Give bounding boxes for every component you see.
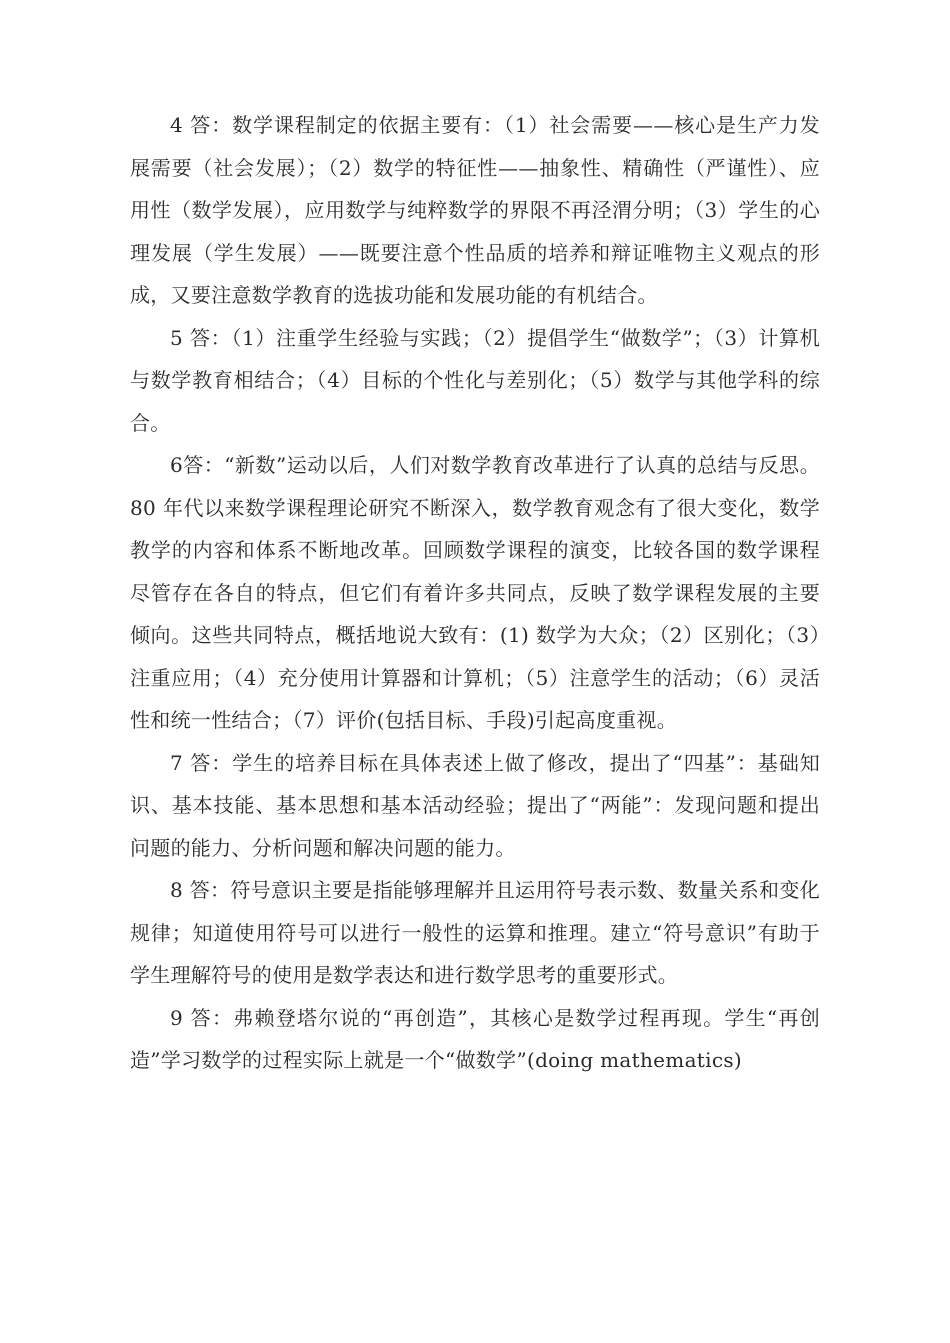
document-body: [130, 104, 820, 1082]
answer-paragraph-4: 4 答：数学课程制定的依据主要有：（1）社会需要——核心是生产力发展需要（社会发展）；（2）数学的特征性——抽象性、精确性（严谨性）、应用性（数学发展），应用数学与纯粹数学的界限不再泾渭分明；（3）学生的心理发展（学生发展）——既要注意个性品质的培养和辩证唯物主义观点的形成，又要注意数学教育的选拔功能和发展功能的有机结合。: [130, 113, 820, 307]
answer-paragraph-8: 8 答：符号意识主要是指能够理解并且运用符号表示数、数量关系和变化规律；知道使用符号可以进行一般性的运算和推理。建立“符号意识”有助于学生理解符号的使用是数学表达和进行数学思考的重要形式。: [130, 878, 820, 987]
answer-paragraph-6: 6答：“新数”运动以后，人们对数学教育改革进行了认真的总结与反思。80 年代以来数学课程理论研究不断深入，数学教育观念有了很大变化，数学教学的内容和体系不断地改革。回顾数学课程的演变，比较各国的数学课程尽管存在各自的特点，但它们有着许多共同点，反映了数学课程发展的主要倾向。这些共同特点，概括地说大致有：(1) 数学为大众；（2）区别化；（3）注重应用；（4）充分使用计算器和计算机；（5）注意学生的活动；（6）灵活性和统一性结合；（7）评价(包括目标、手段)引起高度重视。: [130, 453, 820, 732]
answer-paragraph-5: 5 答：（1）注重学生经验与实践；（2）提倡学生“做数学”；（3）计算机与数学教育相结合；（4）目标的个性化与差别化；（5）数学与其他学科的综合。: [130, 325, 820, 435]
answer-paragraph-7: 7 答：学生的培养目标在具体表述上做了修改，提出了“四基”：基础知识、基本技能、基本思想和基本活动经验；提出了“两能”：发现问题和提出问题的能力、分析问题和解决问题的能力。: [130, 750, 820, 860]
answer-paragraph-9: 9 答：弗赖登塔尔说的“再创造”，其核心是数学过程再现。学生“再创造”学习数学的过程实际上就是一个“做数学”(doing mathematics): [130, 1005, 820, 1072]
